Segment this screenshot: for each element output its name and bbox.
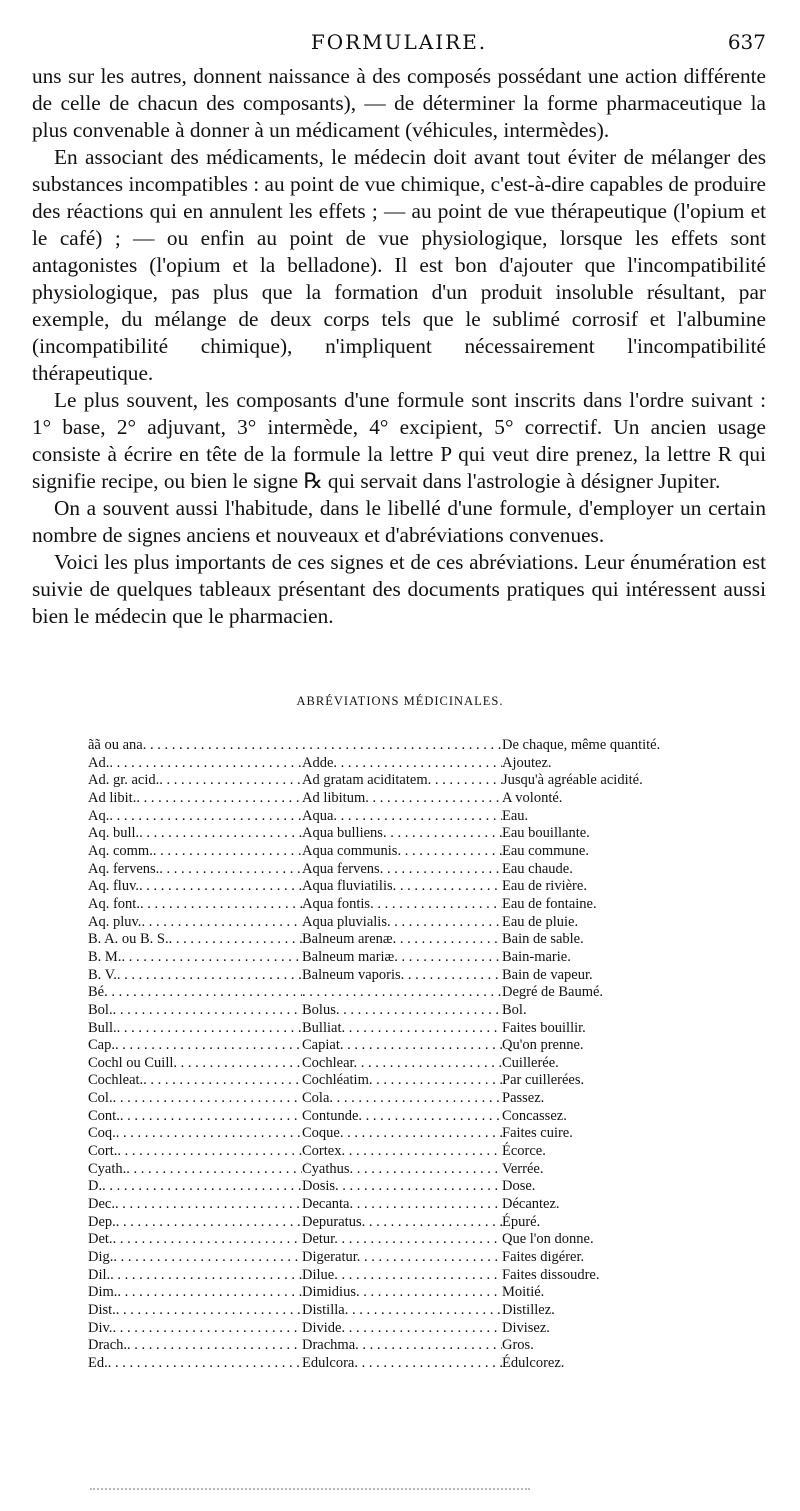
french-meaning-cell: Que l'on donne. — [502, 1231, 594, 1248]
table-row — [88, 1072, 708, 1090]
abbreviation-cell: Aq. bull. . . . — [88, 825, 302, 843]
table-row — [88, 1320, 708, 1338]
french-meaning-cell: Verrée. — [502, 1160, 544, 1177]
abbreviation-cell: Dig. . . . — [88, 1249, 302, 1267]
latin-term-cell: Edulcora . . . — [302, 1355, 502, 1373]
latin-term-cell — [302, 737, 502, 755]
table-row — [88, 984, 708, 1002]
abbreviation-cell: Div. . . . — [88, 1320, 302, 1338]
latin-term-cell: Aqua fluviatilis . . . — [302, 878, 502, 896]
abbreviation-cell: Cont. . . . — [88, 1108, 302, 1126]
body-text — [32, 63, 766, 630]
paragraph: Le plus souvent, les composants d'une formule sont inscrits dans l'ordre suivant : 1° base, 2° adjuvant, 3° intermède, 4° excipient, 5° correctif. Un ancien usage consiste à écrire en tête de la formule la lettre P qui veut dire prenez, la lettre R qui signifie recipe, ou bien le signe ℞ qui servait dans l'astrologie à désigner Jupiter. — [32, 388, 766, 493]
latin-term-cell: Balneum mariæ . . . — [302, 949, 502, 967]
abbreviation-cell: Drach. . . . — [88, 1337, 302, 1355]
table-row — [88, 1125, 708, 1143]
latin-term-cell: Divide . . . — [302, 1320, 502, 1338]
french-meaning-cell: Par cuillerées. — [502, 1072, 585, 1089]
table-row — [88, 790, 708, 808]
abbreviation-cell: Dil. . . . — [88, 1267, 302, 1285]
abbreviation-cell: Coq. . . . — [88, 1125, 302, 1143]
table-row — [88, 1196, 708, 1214]
french-meaning-cell: Faites dissoudre. — [502, 1266, 600, 1283]
table-row — [88, 1284, 708, 1302]
abbreviation-cell: Aq. comm. . . . — [88, 843, 302, 861]
french-meaning-cell: Édulcorez. — [502, 1354, 565, 1371]
latin-term-cell: Digeratur . . . — [302, 1249, 502, 1267]
table-row — [88, 1302, 708, 1320]
table-row — [88, 1231, 708, 1249]
latin-term-cell: Dimidius . . . — [302, 1284, 502, 1302]
french-meaning-cell: Bol. — [502, 1001, 527, 1018]
french-meaning-cell: Faites bouillir. — [502, 1019, 586, 1036]
page-header — [32, 30, 766, 56]
paragraph: On a souvent aussi l'habitude, dans le libellé d'une formule, d'employer un certain nombre de signes anciens et nouveaux et d'abréviations convenues. — [32, 496, 766, 547]
french-meaning-cell: Gros. — [502, 1337, 534, 1354]
abbreviation-cell: Ad. gr. acid. . . . — [88, 772, 302, 790]
table-row — [88, 1249, 708, 1267]
french-meaning-cell: Degré de Baumé. — [502, 984, 604, 1001]
abbreviation-cell: Bol. . . . — [88, 1002, 302, 1020]
abbreviation-cell: Cochl ou Cuill . . . — [88, 1055, 302, 1073]
french-meaning-cell: Bain de vapeur. — [502, 966, 593, 983]
french-meaning-cell: De chaque, même quantité. — [502, 737, 661, 753]
table-row — [88, 1108, 708, 1126]
abbreviation-cell: Dim. . . . — [88, 1284, 302, 1302]
latin-term-cell: Aqua fontis . . . — [302, 896, 502, 914]
abbreviation-cell: Col. . . . — [88, 1090, 302, 1108]
table-row — [88, 1214, 708, 1232]
abbreviation-cell: Det. . . . — [88, 1231, 302, 1249]
latin-term-cell: Depuratus . . . — [302, 1214, 502, 1232]
table-row — [88, 1020, 708, 1038]
abbreviation-cell: Dist. . . . — [88, 1302, 302, 1320]
table-row — [88, 1337, 708, 1355]
french-meaning-cell: Moitié. — [502, 1284, 545, 1301]
footer-dots — [90, 1488, 530, 1494]
abbreviation-cell: B. A. ou B. S. . . . — [88, 931, 302, 949]
abbreviation-cell: Ad. . . . — [88, 755, 302, 773]
abbreviation-cell: Aq. font. . . . — [88, 896, 302, 914]
french-meaning-cell: Cuillerée. — [502, 1054, 559, 1071]
latin-term-cell: Bolus . . . — [302, 1002, 502, 1020]
section-title: ABRÉVIATIONS MÉDICINALES. — [296, 694, 504, 708]
abbreviation-cell: D. . . . — [88, 1178, 302, 1196]
abbreviation-cell: Bé . . . — [88, 984, 302, 1002]
french-meaning-cell: Écorce. — [502, 1143, 546, 1160]
french-meaning-cell: Eau commune. — [502, 842, 589, 859]
abbreviation-cell: Ed. . . . — [88, 1355, 302, 1373]
latin-term-cell: Bulliat . . . — [302, 1020, 502, 1038]
french-meaning-cell: Ajoutez. — [502, 754, 552, 771]
table-row — [88, 1355, 708, 1373]
paragraph: En associant des médicaments, le médecin doit avant tout éviter de mélanger des substances incompatibles : au point de vue chimique, c'est-à-dire capables de produire des réactions qui en annulent les effets ; — au point de vue thérapeutique (l'opium et le café) ; — ou enfin au point de vue physiologique, lorsque les effets sont antagonistes (l'opium et la belladone). Il est bon d'ajouter que l'incompatibilité physiologique, pas plus que la formation d'un produit insoluble résultant, par exemple, du mélange de deux corps tels que le sublimé corrosif et l'albumine (incompatibilité chimique), n'impliquent nécessairement l'incompatibilité thérapeutique. — [32, 145, 766, 385]
latin-term-cell: Decanta . . . — [302, 1196, 502, 1214]
table-row — [88, 1090, 708, 1108]
table-row — [88, 808, 708, 826]
abbreviation-cell: Cochleat. . . . — [88, 1072, 302, 1090]
abbreviations-table — [88, 737, 708, 1373]
french-meaning-cell: Faites cuire. — [502, 1125, 573, 1142]
abbreviation-cell: Dep. . . . — [88, 1214, 302, 1232]
table-row — [88, 1178, 708, 1196]
abbreviation-cell: Ad libit. . . . — [88, 790, 302, 808]
latin-term-cell: Cochlear . . . — [302, 1055, 502, 1073]
french-meaning-cell: Eau bouillante. — [502, 825, 590, 842]
latin-term-cell: Detur . . . — [302, 1231, 502, 1249]
latin-term-cell: Cyathus . . . — [302, 1161, 502, 1179]
french-meaning-cell: Jusqu'à agréable acidité. — [502, 772, 643, 789]
table-row — [88, 1143, 708, 1161]
french-meaning-cell: Distillez. — [502, 1302, 555, 1318]
latin-term-cell: Capiat . . . — [302, 1037, 502, 1055]
french-meaning-cell: Eau chaude. — [502, 860, 573, 877]
latin-term-cell: Dosis . . . — [302, 1178, 502, 1196]
latin-term-cell: Aqua bulliens . . . — [302, 825, 502, 843]
latin-term-cell: Dilue . . . — [302, 1267, 502, 1285]
abbreviation-cell: Bull. . . . — [88, 1020, 302, 1038]
french-meaning-cell: Dose. — [502, 1178, 536, 1195]
latin-term-cell: Drachma . . . — [302, 1337, 502, 1355]
paragraph: uns sur les autres, donnent naissance à des composés possédant une action différente de celle de chacun des composants), — de déterminer la forme pharmaceutique la plus convenable à donner à un médicament (véhicules, intermèdes). — [32, 64, 766, 142]
table-row — [88, 949, 708, 967]
table-row — [88, 1037, 708, 1055]
french-meaning-cell: Concassez. — [502, 1107, 567, 1124]
table-row — [88, 931, 708, 949]
latin-term-cell: Contunde . . . — [302, 1108, 502, 1126]
table-row — [88, 1267, 708, 1285]
french-meaning-cell: Bain-marie. — [502, 948, 571, 965]
table-row — [88, 1161, 708, 1179]
french-meaning-cell: Décantez. — [502, 1196, 560, 1213]
latin-term-cell: Aqua . . . — [302, 808, 502, 826]
table-row — [88, 1002, 708, 1020]
abbreviation-cell: Aq. pluv. . . . — [88, 914, 302, 932]
latin-term-cell: Balneum vaporis . . . — [302, 967, 502, 985]
french-meaning-cell: Divisez. — [502, 1319, 550, 1336]
table-row — [88, 1055, 708, 1073]
french-meaning-cell: A volonté. — [502, 789, 563, 806]
french-meaning-cell: Passez. — [502, 1090, 545, 1107]
latin-term-cell: Coque . . . — [302, 1125, 502, 1143]
table-row — [88, 843, 708, 861]
french-meaning-cell: Eau de fontaine. — [502, 895, 597, 912]
latin-term-cell: Adde . . . — [302, 755, 502, 773]
table-row — [88, 861, 708, 879]
abbreviation-cell: Dec. . . . — [88, 1196, 302, 1214]
table-row — [88, 967, 708, 985]
latin-term-cell: Cochléatim . . . — [302, 1072, 502, 1090]
abbreviation-cell: Cort. . . . — [88, 1143, 302, 1161]
french-meaning-cell: Faites digérer. — [502, 1249, 585, 1266]
french-meaning-cell: Qu'on prenne. — [502, 1037, 584, 1054]
abbreviation-cell: B. M. . . . — [88, 949, 302, 967]
latin-term-cell — [302, 984, 502, 1002]
abbreviation-cell: B. V. . . . — [88, 967, 302, 985]
latin-term-cell: Ad libitum . . . — [302, 790, 502, 808]
abbreviation-cell: Aq. fervens. . . . — [88, 861, 302, 879]
table-row — [88, 772, 708, 790]
table-row — [88, 914, 708, 932]
table-row — [88, 737, 708, 755]
paragraph: Voici les plus importants de ces signes et de ces abréviations. Leur énumération est suivie de quelques tableaux présentant des documents pratiques qui intéressent aussi bien le médecin que le pharmacien. — [32, 550, 766, 628]
abbreviation-cell: Aq. fluv. . . . — [88, 878, 302, 896]
french-meaning-cell: Eau de rivière. — [502, 878, 587, 895]
french-meaning-cell: Eau de pluie. — [502, 913, 579, 930]
abbreviation-cell: Cyath. . . . — [88, 1161, 302, 1179]
latin-term-cell: Ad gratam aciditatem . . . — [302, 772, 502, 790]
abbreviation-cell: Cap. . . . — [88, 1037, 302, 1055]
table-row — [88, 755, 708, 773]
latin-term-cell: Cola . . . — [302, 1090, 502, 1108]
french-meaning-cell: Bain de sable. — [502, 931, 584, 948]
table-row — [88, 896, 708, 914]
running-title: FORMULAIRE. — [310, 30, 488, 54]
abbreviation-cell: ãã ou ana . . . — [88, 737, 302, 755]
table-row — [88, 825, 708, 843]
french-meaning-cell: Épuré. — [502, 1213, 541, 1230]
latin-term-cell: Aqua pluvialis . . . — [302, 914, 502, 932]
latin-term-cell: Cortex . . . — [302, 1143, 502, 1161]
french-meaning-cell: Eau. — [502, 807, 529, 824]
latin-term-cell: Aqua communis . . . — [302, 843, 502, 861]
table-row — [88, 878, 708, 896]
latin-term-cell: Aqua fervens . . . — [302, 861, 502, 879]
latin-term-cell: Distilla . . . — [302, 1302, 502, 1320]
page-number: 637 — [727, 30, 766, 54]
abbreviation-cell: Aq. . . . — [88, 808, 302, 826]
latin-term-cell: Balneum arenæ . . . — [302, 931, 502, 949]
